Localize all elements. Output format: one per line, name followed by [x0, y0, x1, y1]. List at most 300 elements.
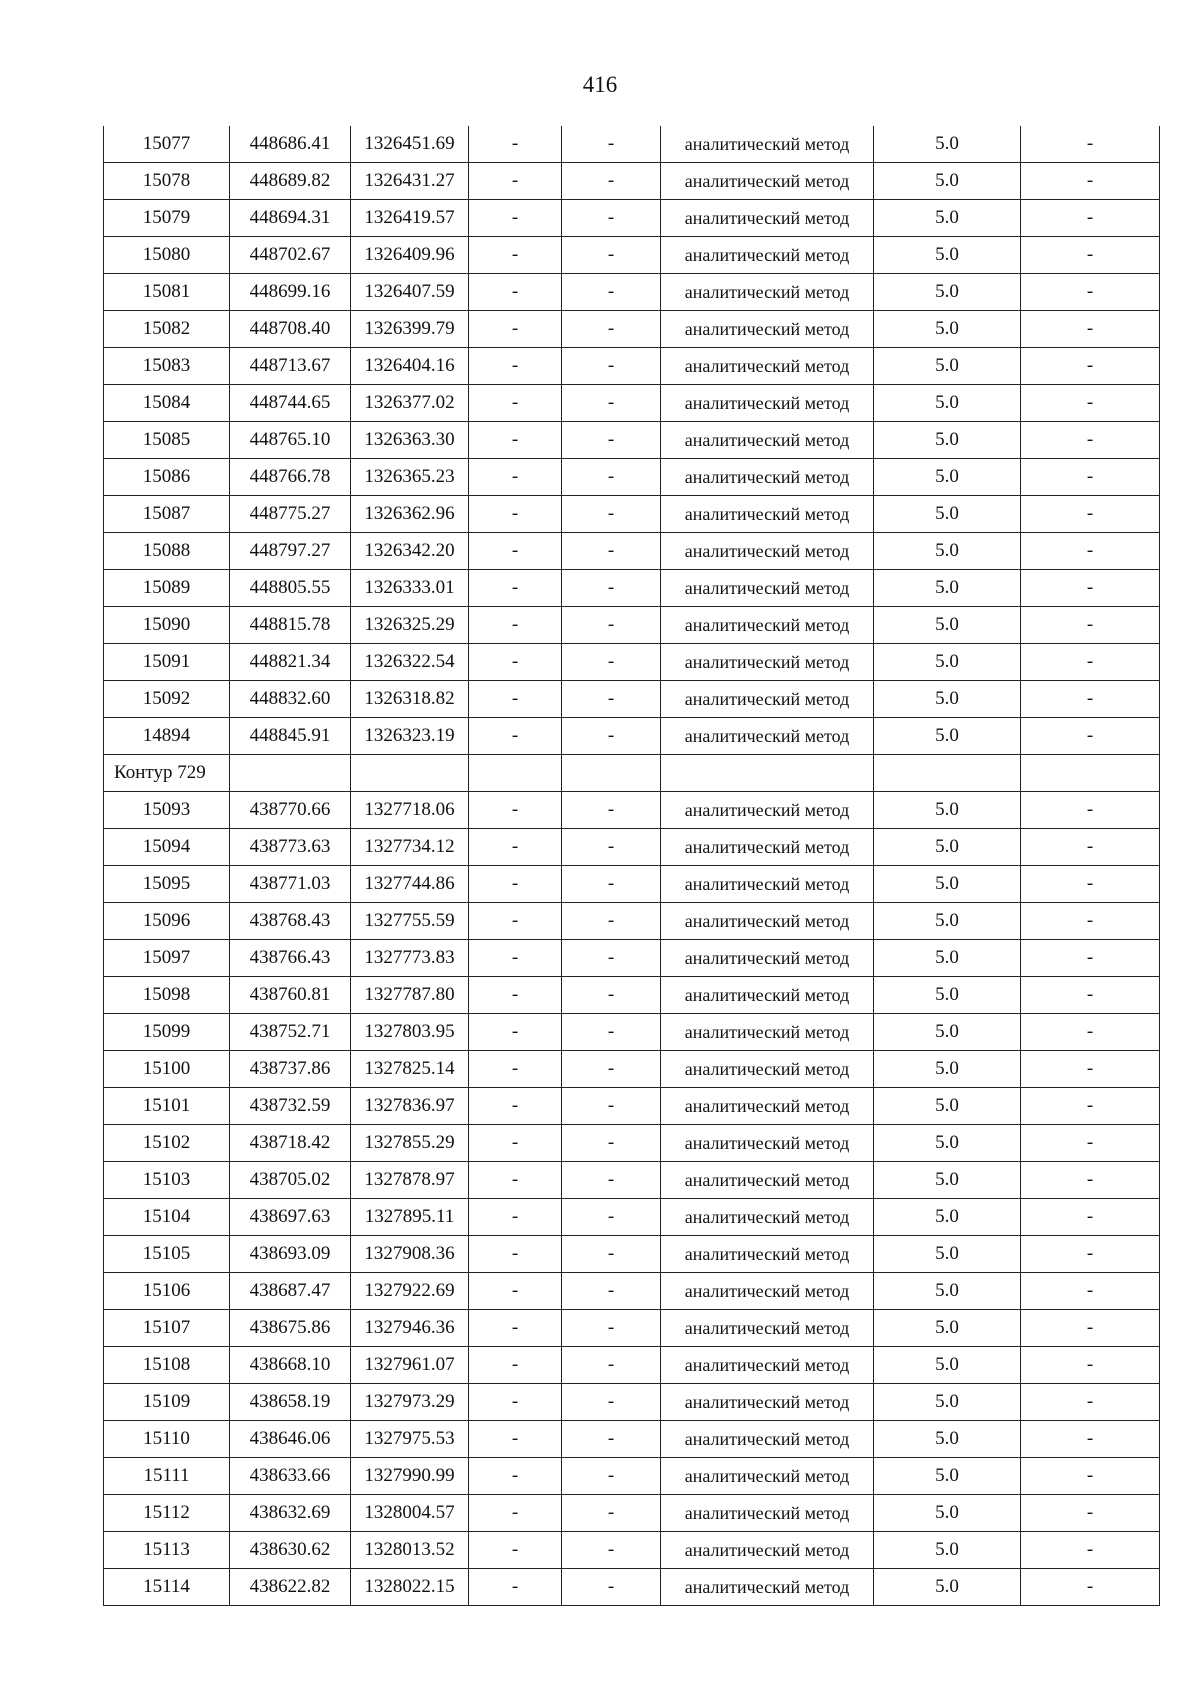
- empty-value-8-cell: -: [1021, 681, 1160, 718]
- table-row: [104, 607, 1160, 644]
- coord-x-cell: 438646.06: [230, 1421, 351, 1458]
- empty-value-5-cell: -: [562, 1088, 661, 1125]
- accuracy-cell: 5.0: [874, 311, 1021, 348]
- empty-value-4-cell: -: [469, 1384, 562, 1421]
- coord-y-cell: 1327773.83: [351, 940, 469, 977]
- coord-x-cell: 448686.41: [230, 126, 351, 163]
- accuracy-cell: 5.0: [874, 1273, 1021, 1310]
- empty-value-5-cell: -: [562, 1273, 661, 1310]
- empty-cell: [1021, 755, 1160, 792]
- table-row: [104, 274, 1160, 311]
- point-number-cell: 15100: [104, 1051, 230, 1088]
- empty-value-5-cell: -: [562, 1569, 661, 1606]
- table-row: [104, 940, 1160, 977]
- coord-x-cell: 448702.67: [230, 237, 351, 274]
- empty-value-5-cell: -: [562, 681, 661, 718]
- method-cell: аналитический метод: [661, 1569, 874, 1606]
- method-cell: аналитический метод: [661, 718, 874, 755]
- empty-value-8-cell: -: [1021, 644, 1160, 681]
- coord-y-cell: 1327922.69: [351, 1273, 469, 1310]
- empty-value-8-cell: -: [1021, 1199, 1160, 1236]
- method-cell: аналитический метод: [661, 163, 874, 200]
- empty-value-4-cell: -: [469, 829, 562, 866]
- empty-value-8-cell: -: [1021, 533, 1160, 570]
- coord-x-cell: 438760.81: [230, 977, 351, 1014]
- empty-value-4-cell: -: [469, 940, 562, 977]
- empty-value-4-cell: -: [469, 1162, 562, 1199]
- point-number-cell: 15080: [104, 237, 230, 274]
- table-row: [104, 163, 1160, 200]
- coord-x-cell: 438658.19: [230, 1384, 351, 1421]
- empty-value-5-cell: -: [562, 1310, 661, 1347]
- empty-value-5-cell: -: [562, 607, 661, 644]
- empty-value-8-cell: -: [1021, 126, 1160, 163]
- empty-cell: [469, 755, 562, 792]
- point-number-cell: 15095: [104, 866, 230, 903]
- empty-value-4-cell: -: [469, 200, 562, 237]
- method-cell: аналитический метод: [661, 422, 874, 459]
- empty-value-8-cell: -: [1021, 1162, 1160, 1199]
- table-row: [104, 1458, 1160, 1495]
- coord-x-cell: 448689.82: [230, 163, 351, 200]
- empty-value-5-cell: -: [562, 1421, 661, 1458]
- accuracy-cell: 5.0: [874, 1421, 1021, 1458]
- method-cell: аналитический метод: [661, 496, 874, 533]
- accuracy-cell: 5.0: [874, 385, 1021, 422]
- method-cell: аналитический метод: [661, 940, 874, 977]
- point-number-cell: 15099: [104, 1014, 230, 1051]
- empty-value-5-cell: -: [562, 385, 661, 422]
- method-cell: аналитический метод: [661, 792, 874, 829]
- coord-y-cell: 1326451.69: [351, 126, 469, 163]
- coord-y-cell: 1327855.29: [351, 1125, 469, 1162]
- method-cell: аналитический метод: [661, 1273, 874, 1310]
- point-number-cell: 15093: [104, 792, 230, 829]
- method-cell: аналитический метод: [661, 829, 874, 866]
- coord-y-cell: 1327836.97: [351, 1088, 469, 1125]
- accuracy-cell: 5.0: [874, 1347, 1021, 1384]
- empty-value-4-cell: -: [469, 126, 562, 163]
- coord-x-cell: 448744.65: [230, 385, 351, 422]
- point-number-cell: 15083: [104, 348, 230, 385]
- empty-value-8-cell: -: [1021, 1495, 1160, 1532]
- coord-y-cell: 1328004.57: [351, 1495, 469, 1532]
- coord-x-cell: 448713.67: [230, 348, 351, 385]
- empty-value-4-cell: -: [469, 348, 562, 385]
- coord-y-cell: 1326318.82: [351, 681, 469, 718]
- table-row: [104, 311, 1160, 348]
- coord-x-cell: 448797.27: [230, 533, 351, 570]
- coord-y-cell: 1327990.99: [351, 1458, 469, 1495]
- coord-y-cell: 1327878.97: [351, 1162, 469, 1199]
- empty-value-5-cell: -: [562, 459, 661, 496]
- empty-value-4-cell: -: [469, 1532, 562, 1569]
- empty-value-8-cell: -: [1021, 496, 1160, 533]
- method-cell: аналитический метод: [661, 681, 874, 718]
- empty-value-8-cell: -: [1021, 903, 1160, 940]
- method-cell: аналитический метод: [661, 348, 874, 385]
- coord-x-cell: 438668.10: [230, 1347, 351, 1384]
- empty-value-4-cell: -: [469, 903, 562, 940]
- accuracy-cell: 5.0: [874, 607, 1021, 644]
- point-number-cell: 15101: [104, 1088, 230, 1125]
- accuracy-cell: 5.0: [874, 533, 1021, 570]
- table-row: [104, 903, 1160, 940]
- point-number-cell: 15112: [104, 1495, 230, 1532]
- empty-value-4-cell: -: [469, 1125, 562, 1162]
- table-row: [104, 1162, 1160, 1199]
- coord-x-cell: 448832.60: [230, 681, 351, 718]
- method-cell: аналитический метод: [661, 903, 874, 940]
- empty-value-4-cell: -: [469, 496, 562, 533]
- coord-y-cell: 1326377.02: [351, 385, 469, 422]
- table-body: [104, 126, 1160, 1606]
- coord-y-cell: 1326409.96: [351, 237, 469, 274]
- coord-y-cell: 1327946.36: [351, 1310, 469, 1347]
- coord-x-cell: 448765.10: [230, 422, 351, 459]
- accuracy-cell: 5.0: [874, 126, 1021, 163]
- accuracy-cell: 5.0: [874, 274, 1021, 311]
- empty-value-8-cell: -: [1021, 1384, 1160, 1421]
- method-cell: аналитический метод: [661, 237, 874, 274]
- coord-x-cell: 438768.43: [230, 903, 351, 940]
- coord-y-cell: 1326399.79: [351, 311, 469, 348]
- method-cell: аналитический метод: [661, 1199, 874, 1236]
- point-number-cell: 15089: [104, 570, 230, 607]
- empty-value-8-cell: -: [1021, 1569, 1160, 1606]
- coord-x-cell: 438718.42: [230, 1125, 351, 1162]
- empty-value-8-cell: -: [1021, 718, 1160, 755]
- coord-y-cell: 1328013.52: [351, 1532, 469, 1569]
- empty-value-4-cell: -: [469, 570, 562, 607]
- coord-x-cell: 448775.27: [230, 496, 351, 533]
- coord-x-cell: 438770.66: [230, 792, 351, 829]
- table-row: [104, 1310, 1160, 1347]
- point-number-cell: 15085: [104, 422, 230, 459]
- empty-value-5-cell: -: [562, 533, 661, 570]
- accuracy-cell: 5.0: [874, 1199, 1021, 1236]
- point-number-cell: 15087: [104, 496, 230, 533]
- point-number-cell: 15114: [104, 1569, 230, 1606]
- table-row: [104, 681, 1160, 718]
- empty-value-5-cell: -: [562, 829, 661, 866]
- coord-y-cell: 1327895.11: [351, 1199, 469, 1236]
- method-cell: аналитический метод: [661, 866, 874, 903]
- coord-x-cell: 438766.43: [230, 940, 351, 977]
- table-row: [104, 348, 1160, 385]
- empty-value-4-cell: -: [469, 459, 562, 496]
- table-row: [104, 829, 1160, 866]
- empty-value-5-cell: -: [562, 792, 661, 829]
- accuracy-cell: 5.0: [874, 1532, 1021, 1569]
- method-cell: аналитический метод: [661, 1125, 874, 1162]
- table-row: [104, 385, 1160, 422]
- table-row: [104, 1421, 1160, 1458]
- empty-value-4-cell: -: [469, 311, 562, 348]
- empty-value-8-cell: -: [1021, 1273, 1160, 1310]
- coord-x-cell: 438732.59: [230, 1088, 351, 1125]
- accuracy-cell: 5.0: [874, 570, 1021, 607]
- empty-value-8-cell: -: [1021, 200, 1160, 237]
- point-number-cell: 15103: [104, 1162, 230, 1199]
- point-number-cell: 15088: [104, 533, 230, 570]
- method-cell: аналитический метод: [661, 977, 874, 1014]
- accuracy-cell: 5.0: [874, 681, 1021, 718]
- empty-value-5-cell: -: [562, 1051, 661, 1088]
- coord-y-cell: 1327755.59: [351, 903, 469, 940]
- table-row: [104, 1347, 1160, 1384]
- point-number-cell: 15079: [104, 200, 230, 237]
- coord-x-cell: 448805.55: [230, 570, 351, 607]
- table-row: [104, 533, 1160, 570]
- point-number-cell: 15105: [104, 1236, 230, 1273]
- empty-value-5-cell: -: [562, 1384, 661, 1421]
- coord-y-cell: 1326333.01: [351, 570, 469, 607]
- point-number-cell: 15109: [104, 1384, 230, 1421]
- empty-value-5-cell: -: [562, 1162, 661, 1199]
- coord-y-cell: 1327975.53: [351, 1421, 469, 1458]
- point-number-cell: 15108: [104, 1347, 230, 1384]
- table-row: [104, 977, 1160, 1014]
- table-row: [104, 1569, 1160, 1606]
- empty-cell: [661, 755, 874, 792]
- empty-value-4-cell: -: [469, 718, 562, 755]
- coord-y-cell: 1327744.86: [351, 866, 469, 903]
- empty-value-5-cell: -: [562, 1125, 661, 1162]
- method-cell: аналитический метод: [661, 459, 874, 496]
- empty-value-5-cell: -: [562, 644, 661, 681]
- coord-x-cell: 438693.09: [230, 1236, 351, 1273]
- coord-x-cell: 438675.86: [230, 1310, 351, 1347]
- accuracy-cell: 5.0: [874, 718, 1021, 755]
- coord-y-cell: 1327961.07: [351, 1347, 469, 1384]
- accuracy-cell: 5.0: [874, 829, 1021, 866]
- accuracy-cell: 5.0: [874, 940, 1021, 977]
- coord-x-cell: 438737.86: [230, 1051, 351, 1088]
- accuracy-cell: 5.0: [874, 163, 1021, 200]
- coord-y-cell: 1327825.14: [351, 1051, 469, 1088]
- empty-value-4-cell: -: [469, 1458, 562, 1495]
- method-cell: аналитический метод: [661, 311, 874, 348]
- contour-header-row: [104, 755, 1160, 792]
- coord-y-cell: 1327973.29: [351, 1384, 469, 1421]
- accuracy-cell: 5.0: [874, 866, 1021, 903]
- coord-y-cell: 1326404.16: [351, 348, 469, 385]
- empty-value-8-cell: -: [1021, 570, 1160, 607]
- table-row: [104, 496, 1160, 533]
- point-number-cell: 15104: [104, 1199, 230, 1236]
- table-row: [104, 718, 1160, 755]
- empty-value-4-cell: -: [469, 422, 562, 459]
- point-number-cell: 15102: [104, 1125, 230, 1162]
- point-number-cell: 15092: [104, 681, 230, 718]
- point-number-cell: 15078: [104, 163, 230, 200]
- empty-value-5-cell: -: [562, 1458, 661, 1495]
- empty-value-4-cell: -: [469, 1273, 562, 1310]
- method-cell: аналитический метод: [661, 126, 874, 163]
- empty-cell: [874, 755, 1021, 792]
- accuracy-cell: 5.0: [874, 237, 1021, 274]
- coord-x-cell: 438771.03: [230, 866, 351, 903]
- empty-value-8-cell: -: [1021, 1125, 1160, 1162]
- coord-y-cell: 1327787.80: [351, 977, 469, 1014]
- coord-x-cell: 438633.66: [230, 1458, 351, 1495]
- method-cell: аналитический метод: [661, 1347, 874, 1384]
- empty-value-5-cell: -: [562, 903, 661, 940]
- empty-value-5-cell: -: [562, 126, 661, 163]
- empty-cell: [230, 755, 351, 792]
- empty-value-4-cell: -: [469, 607, 562, 644]
- coord-y-cell: 1326322.54: [351, 644, 469, 681]
- point-number-cell: 15110: [104, 1421, 230, 1458]
- empty-cell: [351, 755, 469, 792]
- coord-y-cell: 1326419.57: [351, 200, 469, 237]
- point-number-cell: 15111: [104, 1458, 230, 1495]
- point-number-cell: 15113: [104, 1532, 230, 1569]
- empty-value-8-cell: -: [1021, 1088, 1160, 1125]
- empty-value-5-cell: -: [562, 422, 661, 459]
- accuracy-cell: 5.0: [874, 348, 1021, 385]
- point-number-cell: 15091: [104, 644, 230, 681]
- coord-x-cell: 448845.91: [230, 718, 351, 755]
- empty-value-8-cell: -: [1021, 866, 1160, 903]
- empty-value-8-cell: -: [1021, 422, 1160, 459]
- empty-value-5-cell: -: [562, 1199, 661, 1236]
- accuracy-cell: 5.0: [874, 644, 1021, 681]
- accuracy-cell: 5.0: [874, 1088, 1021, 1125]
- empty-value-4-cell: -: [469, 1569, 562, 1606]
- empty-value-4-cell: -: [469, 533, 562, 570]
- empty-value-4-cell: -: [469, 792, 562, 829]
- empty-value-8-cell: -: [1021, 311, 1160, 348]
- accuracy-cell: 5.0: [874, 903, 1021, 940]
- table-row: [104, 1051, 1160, 1088]
- point-number-cell: 15097: [104, 940, 230, 977]
- coord-x-cell: 438632.69: [230, 1495, 351, 1532]
- point-number-cell: 15090: [104, 607, 230, 644]
- point-number-cell: 15096: [104, 903, 230, 940]
- accuracy-cell: 5.0: [874, 1051, 1021, 1088]
- accuracy-cell: 5.0: [874, 1236, 1021, 1273]
- empty-value-8-cell: -: [1021, 1014, 1160, 1051]
- coord-y-cell: 1327803.95: [351, 1014, 469, 1051]
- method-cell: аналитический метод: [661, 1532, 874, 1569]
- coord-x-cell: 448766.78: [230, 459, 351, 496]
- point-number-cell: 15098: [104, 977, 230, 1014]
- empty-value-5-cell: -: [562, 274, 661, 311]
- coord-y-cell: 1326323.19: [351, 718, 469, 755]
- empty-value-4-cell: -: [469, 681, 562, 718]
- coord-x-cell: 438687.47: [230, 1273, 351, 1310]
- table-row: [104, 792, 1160, 829]
- method-cell: аналитический метод: [661, 1384, 874, 1421]
- empty-value-8-cell: -: [1021, 1421, 1160, 1458]
- empty-value-5-cell: -: [562, 866, 661, 903]
- empty-value-8-cell: -: [1021, 1458, 1160, 1495]
- coord-y-cell: 1326365.23: [351, 459, 469, 496]
- empty-value-4-cell: -: [469, 1495, 562, 1532]
- empty-value-5-cell: -: [562, 1495, 661, 1532]
- coord-y-cell: 1326431.27: [351, 163, 469, 200]
- accuracy-cell: 5.0: [874, 1014, 1021, 1051]
- coord-x-cell: 448821.34: [230, 644, 351, 681]
- method-cell: аналитический метод: [661, 200, 874, 237]
- empty-value-8-cell: -: [1021, 1051, 1160, 1088]
- coord-y-cell: 1326325.29: [351, 607, 469, 644]
- empty-value-5-cell: -: [562, 237, 661, 274]
- empty-value-5-cell: -: [562, 977, 661, 1014]
- accuracy-cell: 5.0: [874, 496, 1021, 533]
- point-number-cell: 15094: [104, 829, 230, 866]
- empty-value-4-cell: -: [469, 1421, 562, 1458]
- empty-value-5-cell: -: [562, 1532, 661, 1569]
- point-number-cell: 15082: [104, 311, 230, 348]
- method-cell: аналитический метод: [661, 1088, 874, 1125]
- empty-value-4-cell: -: [469, 1310, 562, 1347]
- empty-value-5-cell: -: [562, 496, 661, 533]
- table-row: [104, 644, 1160, 681]
- accuracy-cell: 5.0: [874, 1384, 1021, 1421]
- coord-x-cell: 438752.71: [230, 1014, 351, 1051]
- empty-value-5-cell: -: [562, 570, 661, 607]
- empty-value-8-cell: -: [1021, 459, 1160, 496]
- accuracy-cell: 5.0: [874, 1458, 1021, 1495]
- page-number: 416: [582, 72, 618, 97]
- point-number-cell: 15106: [104, 1273, 230, 1310]
- accuracy-cell: 5.0: [874, 1495, 1021, 1532]
- method-cell: аналитический метод: [661, 274, 874, 311]
- method-cell: аналитический метод: [661, 1421, 874, 1458]
- method-cell: аналитический метод: [661, 1236, 874, 1273]
- method-cell: аналитический метод: [661, 644, 874, 681]
- empty-value-4-cell: -: [469, 1014, 562, 1051]
- point-number-cell: 15077: [104, 126, 230, 163]
- accuracy-cell: 5.0: [874, 200, 1021, 237]
- empty-value-4-cell: -: [469, 237, 562, 274]
- method-cell: аналитический метод: [661, 533, 874, 570]
- coord-y-cell: 1328022.15: [351, 1569, 469, 1606]
- table-row: [104, 1532, 1160, 1569]
- empty-value-5-cell: -: [562, 348, 661, 385]
- contour-label: Контур 729: [104, 755, 230, 792]
- table-row: [104, 459, 1160, 496]
- empty-value-8-cell: -: [1021, 977, 1160, 1014]
- method-cell: аналитический метод: [661, 570, 874, 607]
- empty-value-5-cell: -: [562, 1236, 661, 1273]
- empty-value-8-cell: -: [1021, 1532, 1160, 1569]
- accuracy-cell: 5.0: [874, 1569, 1021, 1606]
- method-cell: аналитический метод: [661, 1162, 874, 1199]
- table-row: [104, 570, 1160, 607]
- coord-x-cell: 448815.78: [230, 607, 351, 644]
- accuracy-cell: 5.0: [874, 1310, 1021, 1347]
- method-cell: аналитический метод: [661, 1495, 874, 1532]
- method-cell: аналитический метод: [661, 1458, 874, 1495]
- table-row: [104, 422, 1160, 459]
- table-row: [104, 866, 1160, 903]
- empty-value-4-cell: -: [469, 866, 562, 903]
- coordinates-table: [103, 126, 1160, 1606]
- empty-value-4-cell: -: [469, 1051, 562, 1088]
- empty-value-8-cell: -: [1021, 829, 1160, 866]
- point-number-cell: 15081: [104, 274, 230, 311]
- coord-x-cell: 438697.63: [230, 1199, 351, 1236]
- empty-value-5-cell: -: [562, 940, 661, 977]
- accuracy-cell: 5.0: [874, 977, 1021, 1014]
- table-row: [104, 1236, 1160, 1273]
- method-cell: аналитический метод: [661, 1310, 874, 1347]
- empty-cell: [562, 755, 661, 792]
